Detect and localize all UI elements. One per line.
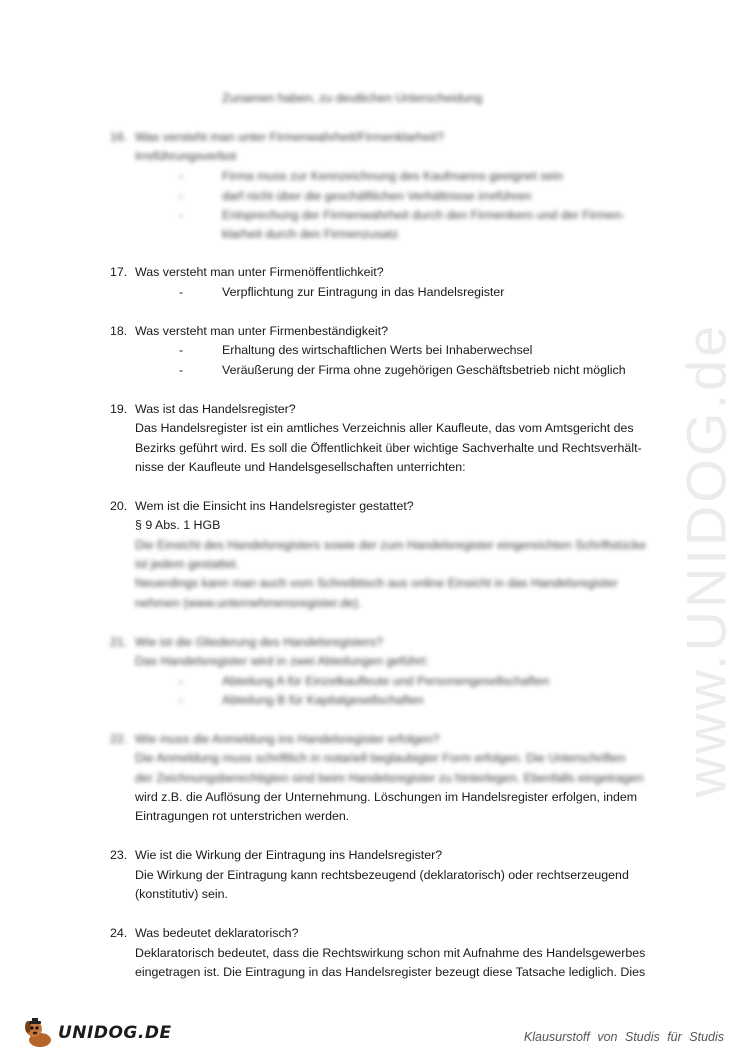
question-title: Was versteht man unter Firmenbeständigkeit?: [135, 324, 388, 338]
blurred-line: Abteilung B für Kapitalgesellschaften: [222, 693, 424, 707]
question-title: Wie ist die Wirkung der Eintragung ins Handelsregister?: [135, 848, 443, 862]
blurred-line: der Zeichnungsberechtigten sind beim Handelsregister zu hinterlegen. Ebenfalls eingetragen: [135, 771, 644, 785]
logo-text: UNIDOG.DE: [58, 1023, 172, 1043]
blurred-line: Die Einsicht des Handelsregisters sowie der zum Handelsregister eingereichten Schriftstücke: [135, 538, 647, 552]
question-number: 16.: [110, 130, 128, 144]
answer-line: wird z.B. die Auflösung der Unternehmung. Löschungen im Handelsregister erfolgen, indem: [135, 790, 638, 804]
question-number: 20.: [110, 499, 128, 513]
bullet-dash: -: [179, 189, 184, 203]
question-number: 21.: [110, 635, 128, 649]
blurred-line: Das Handelsregister wird in zwei Abteilungen geführt:: [135, 654, 429, 668]
bullet-dash: -: [179, 674, 184, 688]
blurred-line: ist jedem gestattet.: [135, 557, 239, 571]
blurred-line: darf nicht über die geschäftlichen Verhältnisse irreführen: [222, 189, 532, 203]
answer-line: Eintragungen rot unterstrichen werden.: [135, 809, 350, 823]
blurred-line: Zunamen haben, zu deutlichen Unterscheidung: [222, 91, 483, 105]
question-number: 19.: [110, 402, 128, 416]
question-number: 24.: [110, 926, 128, 940]
answer-line: Bezirks geführt wird. Es soll die Öffentlichkeit über wichtige Sachverhalte und Rechtsverhält-: [135, 441, 642, 455]
question-number: 23.: [110, 848, 128, 862]
question-title: Wie muss die Anmeldung ins Handelsregister erfolgen?: [135, 732, 440, 746]
answer-line: Die Wirkung der Eintragung kann rechtsbezeugend (deklaratorisch) oder rechtserzeugend: [135, 868, 629, 882]
bullet-text: Erhaltung des wirtschaftlichen Werts bei Inhaberwechsel: [222, 343, 533, 357]
question-title: Was versteht man unter Firmenwahrheit/Firmenklarheit?: [135, 130, 444, 144]
answer-line: nisse der Kaufleute und Handelsgesellschaften unterrichten:: [135, 460, 466, 474]
bullet-dash: -: [179, 343, 184, 357]
answer-line: eingetragen ist. Die Eintragung in das Handelsregister bezeugt diese Tatsache lediglich. Dies: [135, 965, 646, 979]
bullet-text: Veräußerung der Firma ohne zugehörigen Geschäftsbetrieb nicht möglich: [222, 363, 626, 377]
question-title: Was versteht man unter Firmenöffentlichkeit?: [135, 265, 384, 279]
bullet-dash: -: [179, 208, 184, 222]
footer-slogan: Klausurstoff von Studis für Studis: [523, 1030, 724, 1044]
answer-line: Deklaratorisch bedeutet, dass die Rechtswirkung schon mit Aufnahme des Handelsgewerbes: [135, 946, 646, 960]
blurred-line: Firma muss zur Kennzeichnung des Kaufmanns geeignet sein: [222, 169, 563, 183]
blurred-line: Entsprechung der Firmenwahrheit durch den Firmenkern und der Firmen-: [222, 208, 625, 222]
blurred-line: klarheit durch den Firmenzusatz: [222, 227, 399, 241]
answer-line: Das Handelsregister ist ein amtliches Verzeichnis aller Kaufleute, das vom Amtsgericht des: [135, 421, 634, 435]
legal-reference: § 9 Abs. 1 HGB: [135, 518, 221, 532]
bullet-text: Verpflichtung zur Eintragung in das Handelsregister: [222, 285, 505, 299]
watermark: www.UNIDOG.de: [674, 322, 738, 798]
answer-line: (konstitutiv) sein.: [135, 887, 228, 901]
blurred-line: Neuerdings kann man auch vom Schreibtisch aus online Einsicht in das Handelsregister: [135, 576, 618, 590]
bullet-dash: -: [179, 169, 184, 183]
question-title: Was bedeutet deklaratorisch?: [135, 926, 299, 940]
blurred-line: nehmen (www.unternehmensregister.de).: [135, 596, 362, 610]
question-title: Wie ist die Gliederung des Handelsregisters?: [135, 635, 383, 649]
question-number: 22.: [110, 732, 128, 746]
bullet-dash: -: [179, 693, 184, 707]
question-title: Wem ist die Einsicht ins Handelsregister gestattet?: [135, 499, 414, 513]
unidog-logo[interactable]: [22, 1016, 172, 1050]
bullet-dash: -: [179, 285, 184, 299]
blurred-line: Die Anmeldung muss schriftlich in notariell beglaubigter Form erfolgen. Die Unterschriften: [135, 751, 626, 765]
question-number: 18.: [110, 324, 128, 338]
question-title: Was ist das Handelsregister?: [135, 402, 296, 416]
question-number: 17.: [110, 265, 128, 279]
dog-mascot-icon: [22, 1016, 56, 1050]
blurred-line: Abteilung A für Einzelkaufleute und Personengesellschaften: [222, 674, 550, 688]
blurred-line: Irreführungsverbot: [135, 149, 237, 163]
bullet-dash: -: [179, 363, 184, 377]
